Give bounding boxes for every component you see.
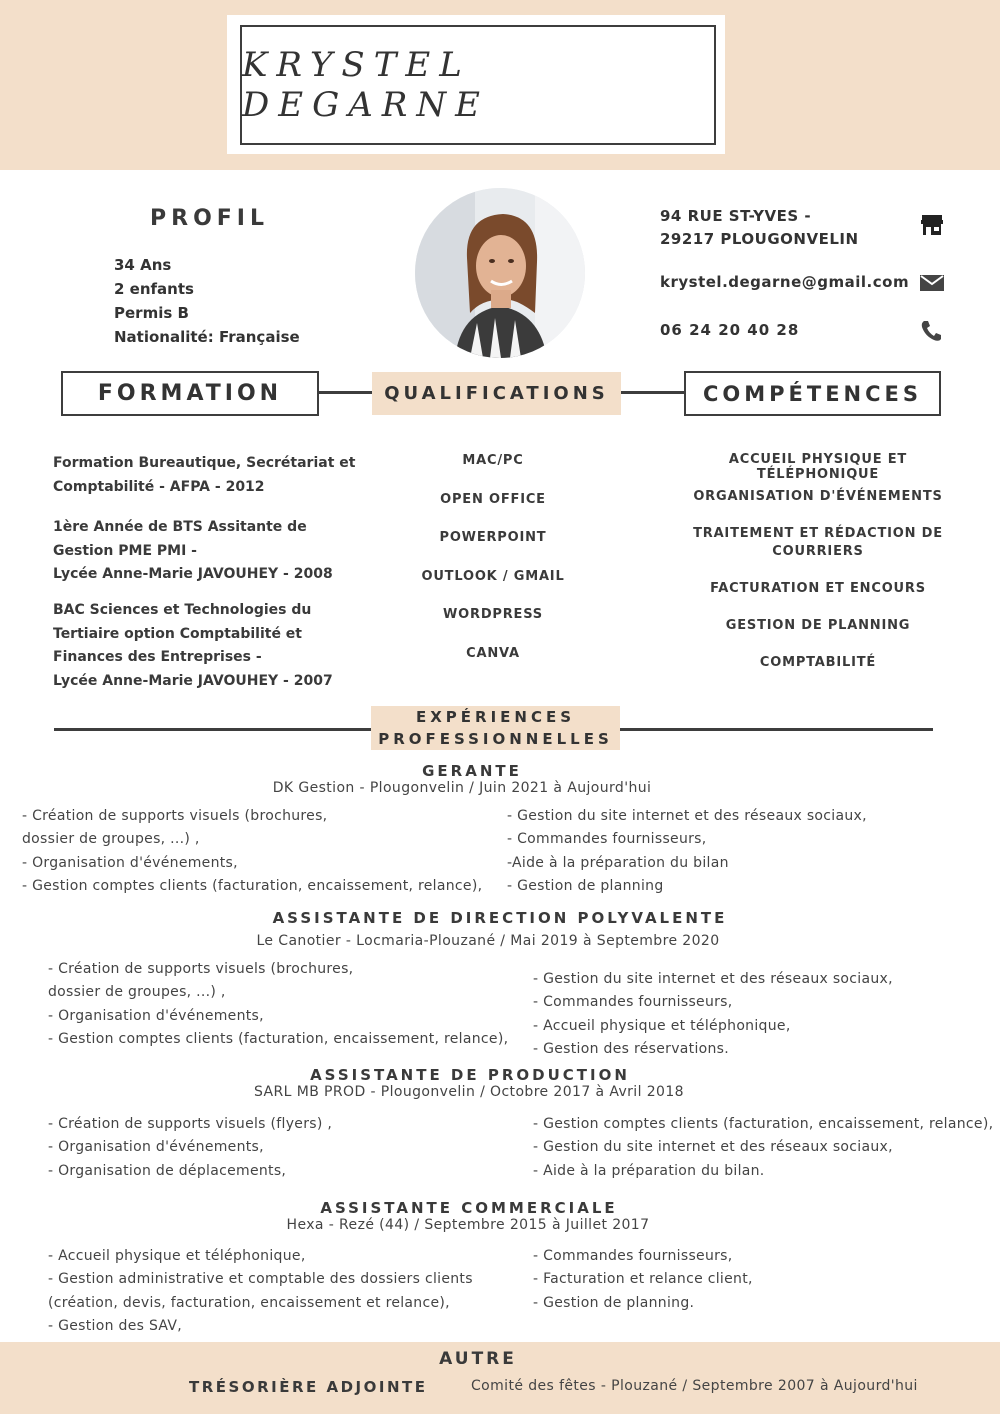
task-line: - Gestion de planning.: [533, 1294, 695, 1311]
job-tasks-right: [533, 968, 893, 1062]
task-line: - Gestion des réservations.: [533, 1041, 730, 1058]
mail-icon: [919, 270, 945, 296]
formation-line: BAC Sciences et Technologies du: [53, 602, 312, 618]
formation-line: Lycée Anne-Marie JAVOUHEY - 2007: [53, 672, 333, 689]
experiences-heading-line2: PROFESSIONNELLES: [378, 730, 613, 748]
job-tasks-left: [22, 805, 482, 899]
competence-item: ACCUEIL PHYSIQUE ET TÉLÉPHONIQUE: [728, 452, 908, 482]
formation-heading-box: [61, 371, 319, 416]
formation-line: Tertiaire option Comptabilité et: [53, 625, 302, 642]
email[interactable]: krystel.degarne@gmail.com: [660, 273, 910, 291]
task-line: dossier de groupes, ...) ,: [22, 831, 200, 848]
job-subtitle: Hexa - Rezé (44) / Septembre 2015 à Juillet 2017: [286, 1217, 650, 1233]
profile-nationality: Nationalité: Française: [114, 328, 300, 346]
formation-line: Formation Bureautique, Secrétariat et: [53, 455, 356, 471]
profile-list: [114, 253, 300, 349]
task-line: - Facturation et relance client,: [533, 1271, 753, 1288]
phone-icon: [919, 318, 945, 344]
qualifications-heading-box: [372, 372, 621, 415]
job-subtitle: Le Canotier - Locmaria-Plouzané / Mai 2019 à Septembre 2020: [256, 933, 720, 949]
formation-item: [53, 599, 333, 693]
home-icon: [919, 212, 945, 238]
task-line: - Organisation d'événements,: [22, 854, 238, 871]
qualification-item: POWERPOINT: [439, 530, 547, 545]
address-street: 94 RUE ST-YVES -: [660, 207, 812, 225]
profile-children: 2 enfants: [114, 280, 194, 298]
job-tasks-left: [48, 958, 508, 1052]
competence-item: COURRIERS: [772, 544, 864, 559]
task-line: - Accueil physique et téléphonique,: [48, 1248, 306, 1264]
task-line: - Accueil physique et téléphonique,: [533, 1017, 791, 1034]
formation-line: Gestion PME PMI -: [53, 542, 197, 559]
competences-heading: COMPÉTENCES: [702, 381, 923, 406]
task-line: - Organisation d'événements,: [48, 1007, 264, 1024]
divider-right: [621, 391, 684, 394]
divider-left: [318, 391, 372, 394]
job-tasks-right: [533, 1113, 993, 1183]
task-line: - Gestion du site internet et des réseaux sociaux,: [507, 808, 867, 824]
job-tasks-left: [48, 1113, 332, 1183]
task-line: - Gestion du site internet et des réseaux sociaux,: [533, 1139, 893, 1156]
competences-heading-box: [684, 371, 941, 416]
job-title: ASSISTANTE DE DIRECTION POLYVALENTE: [272, 909, 728, 927]
qualification-item: CANVA: [466, 646, 520, 661]
task-line: -Aide à la préparation du bilan: [507, 854, 729, 871]
task-line: - Gestion administrative et comptable des dossiers clients: [48, 1271, 473, 1288]
autre-detail: Comité des fêtes - Plouzané / Septembre 2007 à Aujourd'hui: [471, 1378, 918, 1394]
task-line: - Gestion comptes clients (facturation, encaissement, relance),: [22, 878, 483, 895]
job-subtitle: SARL MB PROD - Plougonvelin / Octobre 2017 à Avril 2018: [254, 1084, 684, 1100]
competence-item: ORGANISATION D'ÉVÉNEMENTS: [693, 489, 943, 504]
task-line: - Commandes fournisseurs,: [533, 1248, 733, 1264]
task-line: - Gestion comptes clients (facturation, encaissement, relance),: [533, 1116, 994, 1132]
task-line: - Création de supports visuels (brochures,: [48, 961, 354, 977]
job-tasks-right: [533, 1245, 753, 1315]
job-tasks-right: [507, 805, 867, 899]
task-line: - Création de supports visuels (brochures,: [22, 808, 328, 824]
candidate-name: KRYSTEL DEGARNE: [242, 45, 489, 125]
task-line: - Gestion du site internet et des réseaux sociaux,: [533, 971, 893, 987]
job-title: GERANTE: [422, 762, 522, 780]
address-city: 29217 PLOUGONVELIN: [660, 230, 859, 248]
task-line: - Gestion des SAV,: [48, 1318, 183, 1335]
competence-item: COMPTABILITÉ: [759, 655, 877, 670]
formation-heading: FORMATION: [97, 381, 283, 406]
task-line: - Organisation d'événements,: [48, 1139, 264, 1156]
task-line: - Commandes fournisseurs,: [507, 831, 707, 848]
name-frame: [240, 25, 716, 145]
profile-heading: PROFIL: [150, 206, 269, 231]
task-line: - Commandes fournisseurs,: [533, 994, 733, 1011]
formation-line: Lycée Anne-Marie JAVOUHEY - 2008: [53, 566, 333, 582]
task-line: - Gestion comptes clients (facturation, encaissement, relance),: [48, 1031, 509, 1048]
task-line: (création, devis, facturation, encaissement et relance),: [48, 1294, 450, 1311]
formation-item: [53, 452, 355, 499]
formation-line: Comptabilité - AFPA - 2012: [53, 478, 265, 495]
profile-age: 34 Ans: [114, 256, 172, 274]
formation-line: 1ère Année de BTS Assitante de: [53, 519, 307, 535]
qualification-item: MAC/PC: [462, 453, 524, 468]
task-line: - Création de supports visuels (flyers) ,: [48, 1116, 333, 1132]
task-line: - Organisation de déplacements,: [48, 1162, 287, 1179]
address: [660, 205, 859, 251]
experiences-heading-line1: EXPÉRIENCES: [415, 708, 576, 726]
job-title: ASSISTANTE DE PRODUCTION: [310, 1066, 630, 1084]
phone[interactable]: 06 24 20 40 28: [660, 321, 800, 339]
task-line: dossier de groupes, ...) ,: [48, 984, 226, 1001]
competence-item: TRAITEMENT ET RÉDACTION DE: [693, 526, 943, 541]
autre-role: TRÉSORIÈRE ADJOINTE: [189, 1378, 428, 1396]
experiences-heading-box: [371, 706, 620, 750]
job-title: ASSISTANTE COMMERCIALE: [320, 1199, 618, 1217]
task-line: - Aide à la préparation du bilan.: [533, 1162, 765, 1179]
qualifications-heading: QUALIFICATIONS: [384, 383, 609, 404]
qualification-item: WORDPRESS: [443, 607, 543, 622]
job-subtitle: DK Gestion - Plougonvelin / Juin 2021 à Aujourd'hui: [272, 780, 652, 796]
competence-item: FACTURATION ET ENCOURS: [710, 581, 926, 596]
profile-license: Permis B: [114, 304, 189, 322]
formation-item: [53, 516, 333, 587]
profile-photo: [415, 188, 585, 358]
autre-heading: AUTRE: [439, 1349, 517, 1369]
formation-line: Finances des Entreprises -: [53, 649, 262, 665]
task-line: - Gestion de planning: [507, 878, 664, 895]
competence-item: GESTION DE PLANNING: [725, 618, 911, 633]
qualification-item: OPEN OFFICE: [440, 492, 546, 507]
job-tasks-left: [48, 1245, 473, 1339]
qualification-item: OUTLOOK / GMAIL: [421, 569, 565, 584]
